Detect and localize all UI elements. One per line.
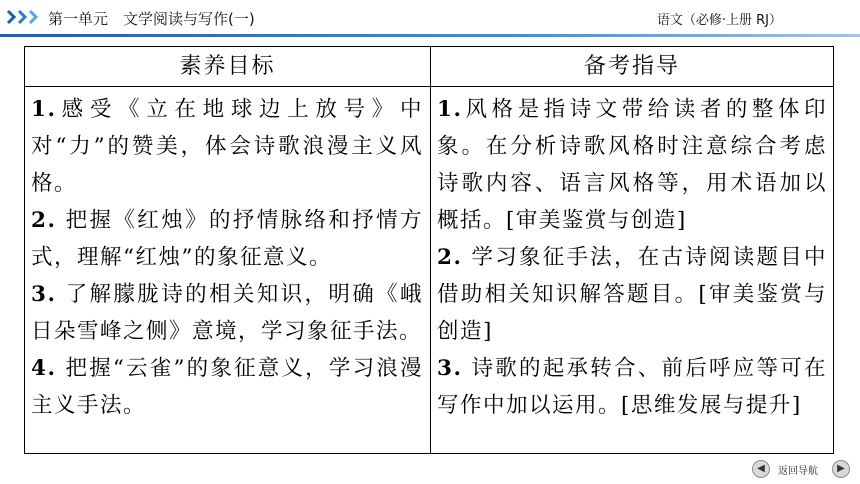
column-header-objectives: 素养目标 [179, 54, 276, 79]
column-divider [430, 47, 431, 453]
objective-item: 3. 了解朦胧诗的相关知识，明确《峨日朵雪峰之侧》意境，学习象征手法。 [31, 282, 423, 344]
arrow-left-icon[interactable]: ◀ [752, 460, 770, 478]
page-header [0, 0, 860, 36]
column-header-guidance: 备考指导 [583, 54, 680, 79]
arrow-right-icon[interactable]: ▶ [832, 460, 850, 478]
header-row-divider [25, 86, 833, 87]
objective-item: 4. 把握“云雀”的象征意义，学习浪漫主义手法。 [31, 356, 423, 418]
objectives-table [24, 46, 834, 454]
guidance-cell [437, 91, 827, 424]
guidance-item: 2. 学习象征手法，在古诗阅读题目中借助相关知识解答题目。[审美鉴赏与创造] [437, 245, 827, 344]
back-to-nav-link[interactable]: 返回导航 [778, 466, 818, 477]
unit-title: 第一单元 文学阅读与写作(一) [48, 10, 255, 28]
chevron-right-icon [6, 9, 44, 25]
objective-item: 2. 把握《红烛》的抒情脉络和抒情方式，理解“红烛”的象征意义。 [31, 208, 423, 270]
objective-item: 1.感受《立在地球边上放号》中对“力”的赞美，体会诗歌浪漫主义风格。 [31, 97, 423, 196]
header-divider [0, 34, 860, 37]
book-label: 语文（必修·上册 RJ） [656, 13, 782, 28]
guidance-item: 1.风格是指诗文带给读者的整体印象。在分析诗歌风格时注意综合考虑诗歌内容、语言风格等，用术语加以概括。[审美鉴赏与创造] [437, 97, 827, 233]
guidance-item: 3. 诗歌的起承转合、前后呼应等可在写作中加以运用。[思维发展与提升] [437, 356, 827, 418]
objectives-cell [31, 91, 423, 424]
